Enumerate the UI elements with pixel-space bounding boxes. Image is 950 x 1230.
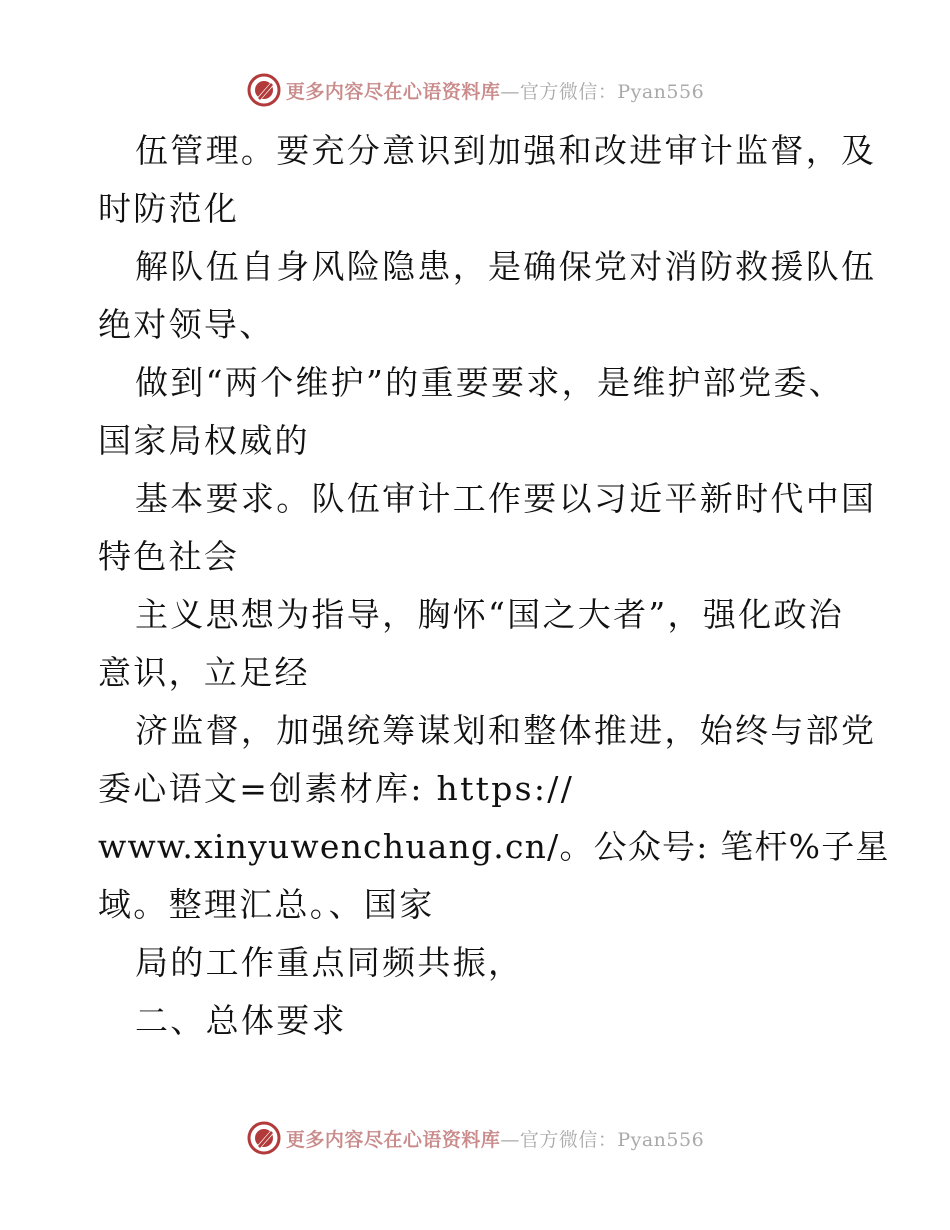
banner-text: 更多内容尽在心语资料库—官方微信：Pyan556 xyxy=(285,80,705,103)
pen-logo-icon xyxy=(246,72,282,108)
pen-logo-icon xyxy=(246,1120,282,1156)
text-line: 伍管理。要充分意识到加强和改进审计监督，及 xyxy=(135,131,877,170)
text-line: 主义思想为指导，胸怀“国之大者”，强化政治 xyxy=(135,595,845,634)
text-line: 基本要求。队伍审计工作要以习近平新时代中国 xyxy=(135,479,877,518)
text-line: www.xinyuwenchuang.cn/。公众号: 笔杆%子星 xyxy=(98,827,890,866)
document-body xyxy=(98,122,890,1050)
text-line: 国家局权威的 xyxy=(98,421,310,460)
text-line: 局的工作重点同频共振， xyxy=(135,943,524,982)
banner-text: 更多内容尽在心语资料库—官方微信：Pyan556 xyxy=(285,1128,705,1151)
text-line: 绝对领导、 xyxy=(98,305,275,344)
text-line: 域。整理汇总。、国家 xyxy=(98,885,435,924)
footer-banner xyxy=(0,1118,950,1158)
header-banner xyxy=(0,70,950,110)
text-line: 做到“两个维护”的重要要求，是维护部党委、 xyxy=(135,363,845,402)
text-line: 解队伍自身风险隐患，是确保党对消防救援队伍 xyxy=(135,247,877,286)
text-line: 意识，立足经 xyxy=(98,653,310,692)
text-line: 济监督，加强统筹谋划和整体推进，始终与部党 xyxy=(135,711,877,750)
text-line: 委心语文=创素材库: https:// xyxy=(98,769,575,808)
text-line: 时防范化 xyxy=(98,189,240,228)
text-line: 特色社会 xyxy=(98,537,240,576)
section-heading: 二、总体要求 xyxy=(135,1001,347,1040)
